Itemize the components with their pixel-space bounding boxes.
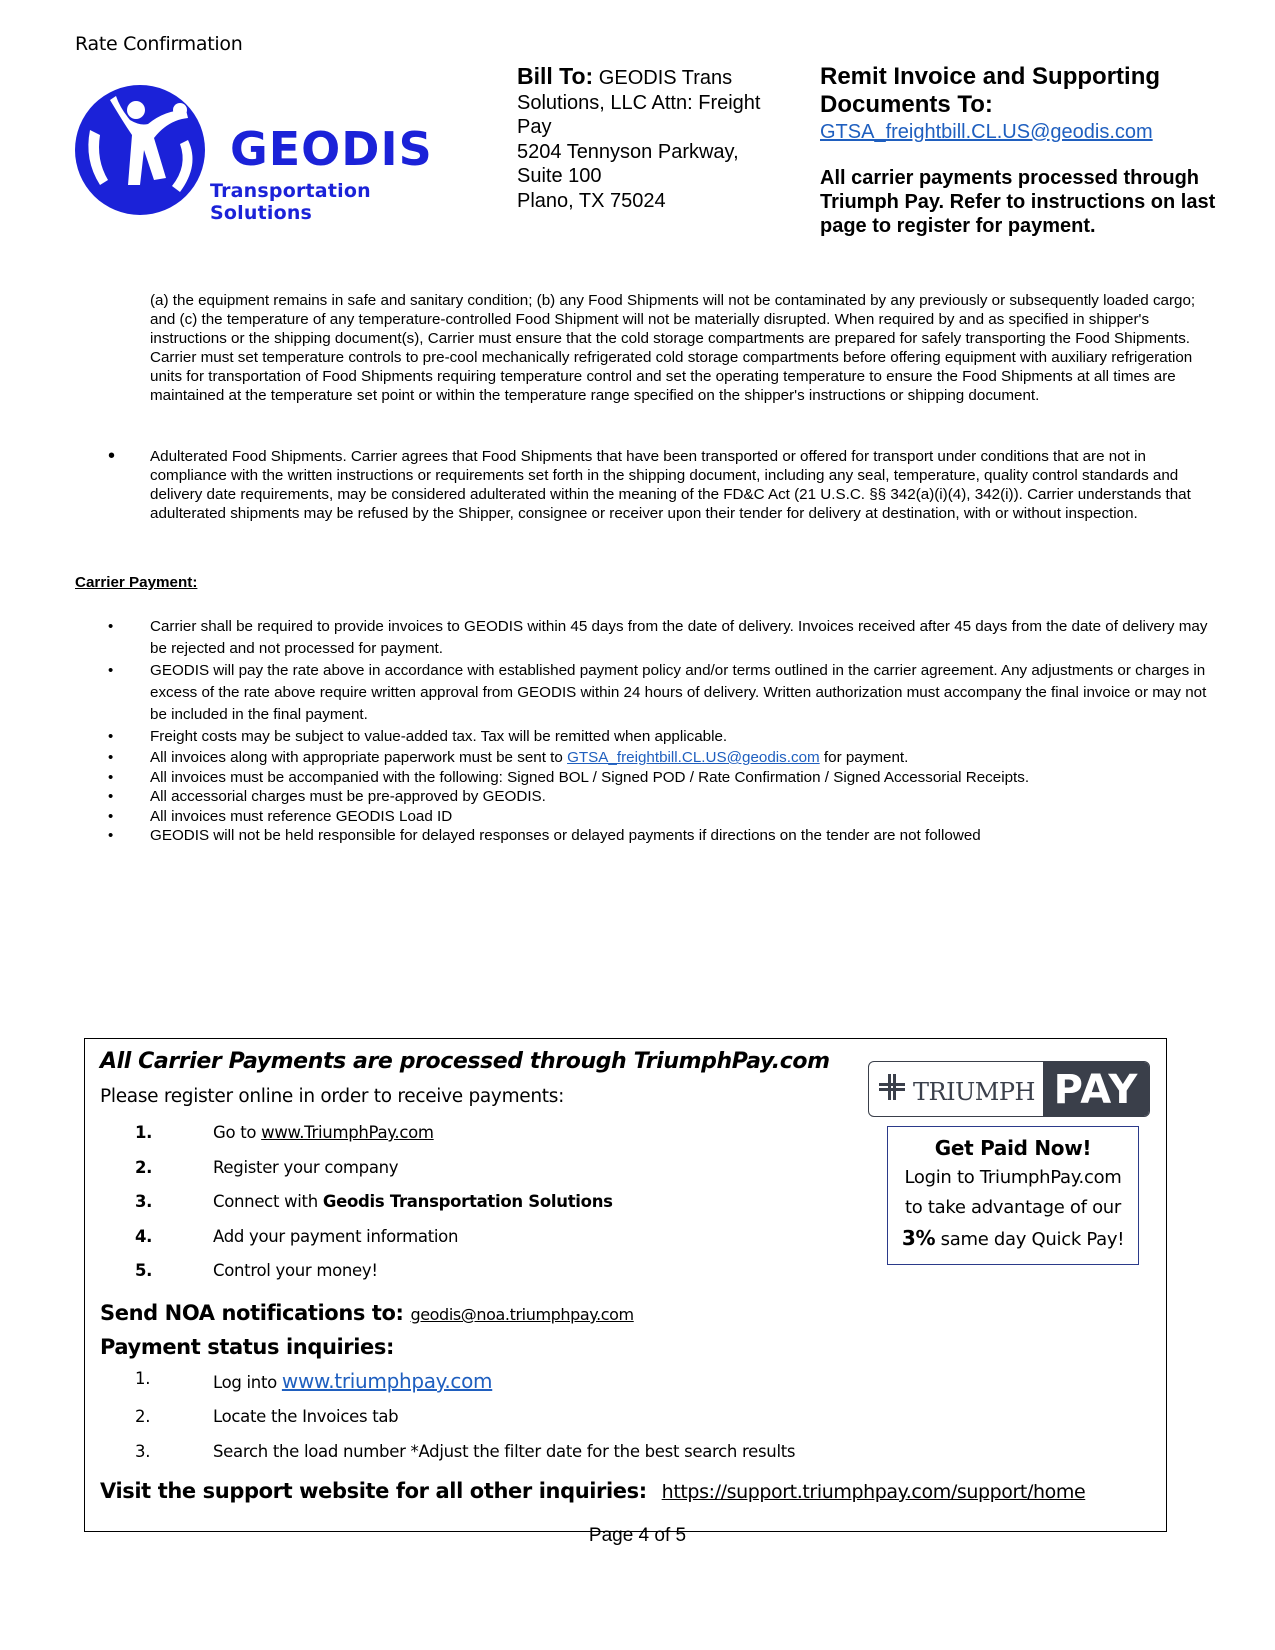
- noa-email-link[interactable]: geodis@noa.triumphpay.com: [410, 1305, 634, 1324]
- get-paid-title: Get Paid Now!: [934, 1136, 1092, 1160]
- get-paid-callout: Get Paid Now! Login to TriumphPay.com to take advantage of our 3% same day Quick Pay!: [887, 1126, 1139, 1265]
- list-item: • All accessorial charges must be pre-approved by GEODIS.: [108, 788, 546, 805]
- noa-line: Send NOA notifications to: geodis@noa.triumphpay.com: [100, 1301, 634, 1325]
- bullet-icon: •: [108, 728, 114, 745]
- list-item: 1. Log into www.triumphpay.com: [135, 1369, 493, 1393]
- logo-triumph-text: TRIUMPH: [913, 1078, 1035, 1106]
- quickpay-percent: 3%: [901, 1226, 936, 1250]
- list-item: • All invoices must be accompanied with the following: Signed BOL / Signed POD / Rate Confirmation / Signed Accessorial Receipts.: [108, 768, 1030, 786]
- list-item: 5. Control your money!: [135, 1261, 378, 1280]
- geodis-emblem-icon: [70, 80, 220, 220]
- list-item: • All invoices along with appropriate paperwork must be sent to GTSA_freightbill.CL.US@geodis.com for payment.: [108, 749, 909, 766]
- list-item: 2. Locate the Invoices tab: [135, 1407, 399, 1426]
- remit-email-link[interactable]: GTSA_freightbill.CL.US@geodis.com: [820, 121, 1153, 143]
- support-link[interactable]: https://support.triumphpay.com/support/home: [661, 1481, 1086, 1503]
- list-item: 2. Register your company: [135, 1157, 399, 1177]
- food-shipment-paragraph: (a) the equipment remains in safe and sanitary condition; (b) any Food Shipments will not be contaminated by any previously or subsequently loaded cargo; and (c) the temperature of any temperature-controlled Food Shipment will not be materially disrupted. When required by and as specified in shipper's instructions or the shipping document(s), Carrier must ensure that the cold storage compartments are prepared for safely transporting the Food Shipments. Carrier must set temperature controls to pre-cool mechanically refrigerated cold storage compartments before offering equipment with auxiliary refrigeration units for transportation of Food Shipments requiring temperature control and set the operating temperature to ensure the Food Shipments at all times are maintained at the temperature set point or within the temperature range specified on the shipper's instructions or shipping document.: [150, 292, 1196, 404]
- bill-to-line3: Plano, TX 75024: [517, 189, 666, 212]
- logo-pay-text: PAY: [1043, 1062, 1149, 1117]
- bill-to-block: [517, 64, 782, 213]
- triumphpay-logo: [868, 1061, 1150, 1117]
- list-item: 3. Connect with Geodis Transportation Solutions: [135, 1192, 613, 1211]
- triumphpay-link[interactable]: www.TriumphPay.com: [261, 1123, 434, 1142]
- adulterated-text: Adulterated Food Shipments. Carrier agrees that Food Shipments that have been transported or offered for transport under conditions that are not in compliance with the written instructions or requirements set forth in the shipping document, including any seal, temperature, quality control standards and delivery date requirements, may be considered adulterated within the meaning of the FD&C Act (21 U.S.C. §§ 342(a)(i)(4), 342(i)). Carrier understands that adulterated shipments may be refused by the Shipper, consignee or receiver upon their tender for delivery at destination, with or without inspection.: [150, 448, 1191, 522]
- bill-to-line1: GEODIS Trans Solutions, LLC Attn: Freight Pay: [517, 67, 761, 138]
- triumphpay-subheading: Please register online in order to receive payments:: [100, 1086, 565, 1107]
- list-item: • GEODIS will not be held responsible for delayed responses or delayed payments if directions on the tender are not followed: [108, 827, 981, 844]
- remit-note: All carrier payments processed through Triumph Pay. Refer to instructions on last page to register for payment.: [820, 167, 1216, 237]
- freightbill-email-link[interactable]: GTSA_freightbill.CL.US@geodis.com: [567, 749, 820, 766]
- logo-wordmark: GEODIS: [230, 122, 433, 176]
- bullet-icon: •: [108, 618, 114, 635]
- bullet-icon: •: [108, 445, 116, 467]
- list-item: 1. Go to www.TriumphPay.com: [135, 1123, 434, 1142]
- remit-title: Remit Invoice and Supporting Documents To:: [820, 63, 1161, 118]
- status-steps: [135, 1369, 935, 1476]
- remit-block: [820, 63, 1240, 238]
- bullet-icon: •: [108, 749, 114, 766]
- bullet-icon: •: [108, 662, 114, 679]
- triumphpay-box: [84, 1038, 1167, 1532]
- support-line: Visit the support website for all other inquiries: https://support.triumphpay.com/support/home: [100, 1479, 1086, 1503]
- list-item: • GEODIS will pay the rate above in accordance with established payment policy and/or terms outlined in the carrier agreement. Any adjustments or charges in excess of the rate above require written approval from GEODIS within 24 hours of delivery. Written authorization must accompany the final invoice or may not be included in the final payment.: [108, 662, 1207, 723]
- registration-steps: [135, 1123, 735, 1296]
- bullet-icon: •: [108, 768, 114, 786]
- list-item: • All invoices must reference GEODIS Load ID: [108, 807, 453, 825]
- document-title: Rate Confirmation: [75, 33, 243, 55]
- list-item: • Carrier shall be required to provide invoices to GEODIS within 45 days from the date of delivery. Invoices received after 45 days from the date of delivery may be rejected and not processed for payment.: [108, 618, 1208, 657]
- bill-to-line2: 5204 Tennyson Parkway, Suite 100: [517, 140, 739, 187]
- bill-to-label: Bill To:: [517, 63, 594, 89]
- page-number: Page 4 of 5: [588, 1525, 687, 1546]
- carrier-payment-list: [0, 616, 1275, 846]
- triumphpay-login-link[interactable]: www.triumphpay.com: [281, 1369, 493, 1393]
- list-item: 3. Search the load number *Adjust the filter date for the best search results: [135, 1441, 796, 1461]
- carrier-payment-heading: Carrier Payment:: [75, 574, 198, 591]
- bullet-icon: •: [108, 807, 114, 825]
- status-heading: Payment status inquiries:: [100, 1335, 394, 1359]
- list-item: 4. Add your payment information: [135, 1226, 459, 1246]
- logo-subtitle: Transportation Solutions: [210, 180, 371, 224]
- triumphpay-heading: All Carrier Payments are processed through TriumphPay.com: [100, 1049, 830, 1074]
- bullet-icon: •: [108, 788, 114, 805]
- geodis-logo: [70, 80, 470, 225]
- adulterated-bullet: [0, 447, 1275, 523]
- list-item: • Freight costs may be subject to value-added tax. Tax will be remitted when applicable.: [0, 726, 1215, 748]
- triumph-cross-icon: [879, 1074, 907, 1106]
- bullet-icon: •: [108, 827, 114, 844]
